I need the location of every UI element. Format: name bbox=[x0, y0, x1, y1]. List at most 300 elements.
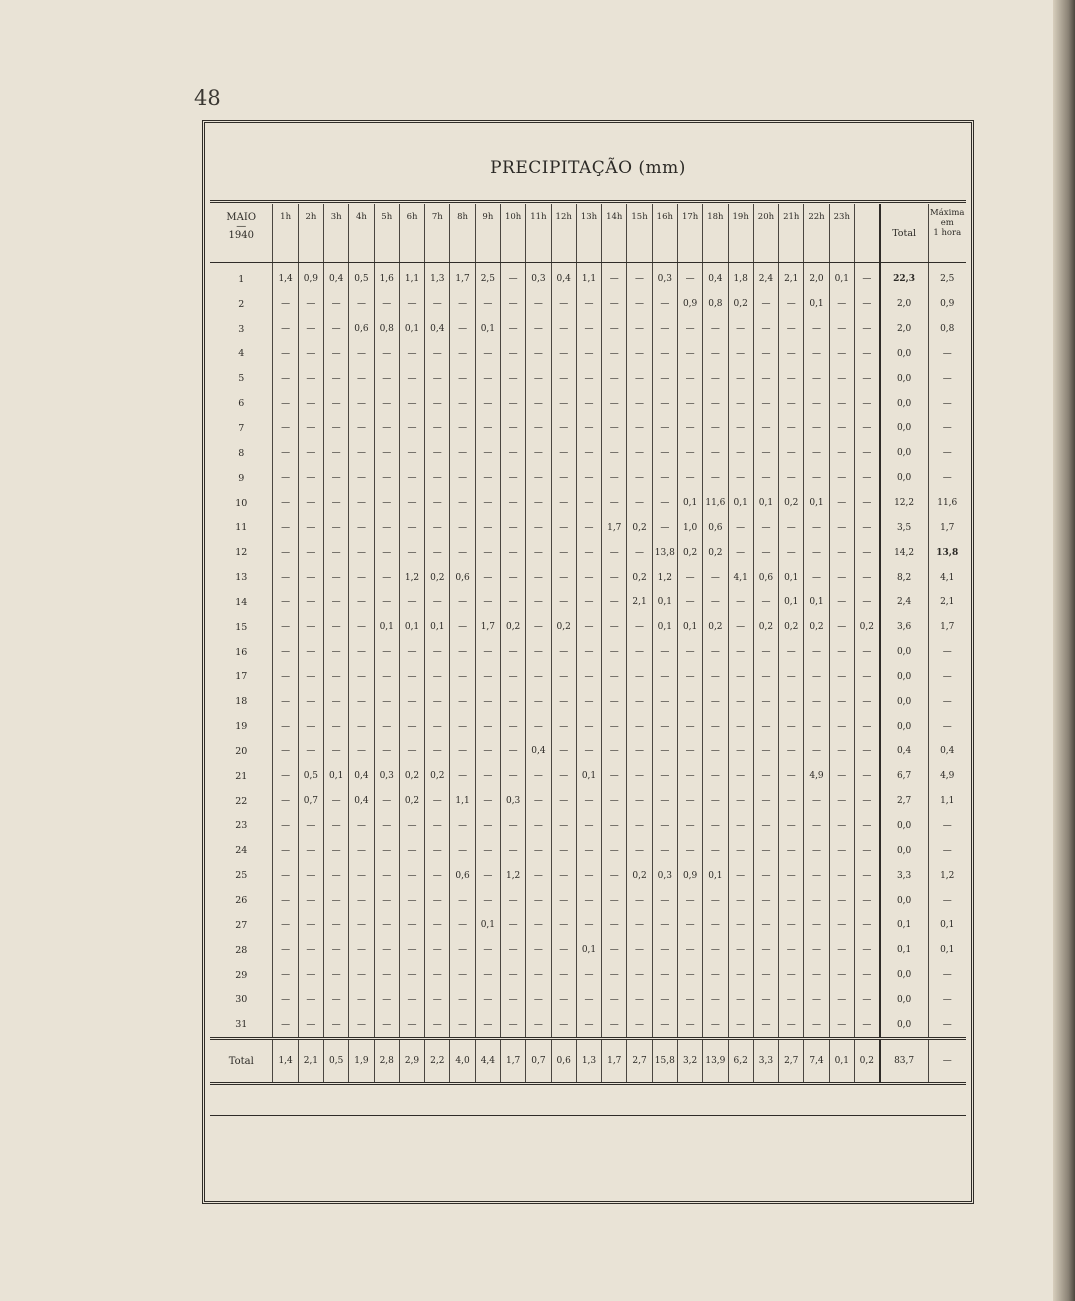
hour-value-cell: — bbox=[779, 665, 804, 690]
hour-value-cell: — bbox=[602, 317, 627, 342]
hour-value-cell: — bbox=[324, 515, 349, 540]
hour-value-cell: — bbox=[475, 665, 500, 690]
daily-max-cell: 0,1 bbox=[928, 913, 966, 938]
hour-total-cell: 2,7 bbox=[779, 1039, 804, 1084]
hour-value-cell: — bbox=[728, 838, 753, 863]
hour-value-cell: — bbox=[349, 938, 374, 963]
hour-value-cell: — bbox=[324, 987, 349, 1012]
hour-value-cell: — bbox=[425, 689, 450, 714]
hour-header: 21h bbox=[779, 204, 804, 263]
hour-value-cell: — bbox=[526, 789, 551, 814]
hour-value-cell: — bbox=[804, 540, 829, 565]
hour-value-cell: — bbox=[829, 963, 854, 988]
hour-value-cell: — bbox=[551, 342, 576, 367]
hour-value-cell: — bbox=[779, 466, 804, 491]
hour-value-cell: — bbox=[526, 913, 551, 938]
hour-value-cell: — bbox=[753, 292, 778, 317]
hour-value-cell: 0,2 bbox=[728, 292, 753, 317]
hour-value-cell: — bbox=[576, 863, 601, 888]
hour-value-cell: — bbox=[652, 689, 677, 714]
hour-value-cell: — bbox=[703, 789, 728, 814]
hour-value-cell: — bbox=[627, 789, 652, 814]
hour-value-cell: — bbox=[829, 366, 854, 391]
hour-value-cell: — bbox=[324, 963, 349, 988]
hour-value-cell: — bbox=[298, 838, 323, 863]
hour-value-cell: — bbox=[829, 391, 854, 416]
hour-value-cell: — bbox=[779, 416, 804, 441]
hour-value-cell: — bbox=[627, 366, 652, 391]
hour-value-cell: — bbox=[703, 366, 728, 391]
hour-value-cell: — bbox=[324, 491, 349, 516]
daily-total-cell: 3,6 bbox=[880, 615, 928, 640]
hour-value-cell: — bbox=[753, 739, 778, 764]
hour-value-cell: — bbox=[324, 540, 349, 565]
hour-value-cell: — bbox=[602, 789, 627, 814]
hour-value-cell: — bbox=[475, 689, 500, 714]
hour-value-cell: — bbox=[349, 441, 374, 466]
hour-value-cell: — bbox=[703, 342, 728, 367]
hour-value-cell: — bbox=[273, 838, 298, 863]
hour-value-cell: 0,1 bbox=[576, 764, 601, 789]
day-cell: 27 bbox=[235, 919, 248, 931]
hour-value-cell: — bbox=[526, 391, 551, 416]
hour-value-cell: — bbox=[576, 789, 601, 814]
hour-value-cell: — bbox=[526, 416, 551, 441]
hour-value-cell: — bbox=[576, 1012, 601, 1038]
hour-value-cell: — bbox=[728, 590, 753, 615]
daily-total-cell: 0,0 bbox=[880, 838, 928, 863]
hour-value-cell: — bbox=[602, 441, 627, 466]
hour-value-cell: — bbox=[501, 987, 526, 1012]
hour-value-cell: — bbox=[854, 441, 879, 466]
hour-value-cell: — bbox=[349, 863, 374, 888]
daily-max-cell: 0,4 bbox=[928, 739, 966, 764]
hour-value-cell: — bbox=[273, 689, 298, 714]
hour-value-cell: — bbox=[804, 565, 829, 590]
hour-value-cell: — bbox=[753, 640, 778, 665]
hour-value-cell: — bbox=[349, 888, 374, 913]
hour-value-cell: 1,7 bbox=[450, 263, 475, 292]
hour-value-cell: — bbox=[324, 1012, 349, 1038]
hour-value-cell: — bbox=[349, 640, 374, 665]
daily-max-cell: — bbox=[928, 416, 966, 441]
hour-value-cell: — bbox=[399, 441, 424, 466]
hour-value-cell: — bbox=[349, 466, 374, 491]
day-cell: 25 bbox=[235, 870, 248, 882]
hour-value-cell: — bbox=[804, 665, 829, 690]
hour-value-cell: — bbox=[425, 665, 450, 690]
table-row bbox=[210, 441, 966, 466]
hour-value-cell: — bbox=[829, 317, 854, 342]
hour-value-cell: — bbox=[475, 739, 500, 764]
hour-value-cell: — bbox=[551, 665, 576, 690]
hour-value-cell: 0,1 bbox=[753, 491, 778, 516]
hour-value-cell: 0,2 bbox=[703, 540, 728, 565]
hour-value-cell: — bbox=[526, 987, 551, 1012]
hour-value-cell: 0,1 bbox=[779, 565, 804, 590]
hour-value-cell: — bbox=[399, 987, 424, 1012]
hour-value-cell: — bbox=[829, 863, 854, 888]
hour-value-cell: — bbox=[425, 515, 450, 540]
hour-value-cell: — bbox=[602, 764, 627, 789]
hour-value-cell: — bbox=[450, 342, 475, 367]
hour-value-cell: — bbox=[551, 366, 576, 391]
day-cell: 16 bbox=[235, 646, 248, 658]
daily-total-cell: 14,2 bbox=[880, 540, 928, 565]
hour-value-cell: — bbox=[425, 416, 450, 441]
hour-value-cell: — bbox=[753, 665, 778, 690]
daily-max-cell: 1,7 bbox=[928, 515, 966, 540]
hour-value-cell: — bbox=[829, 838, 854, 863]
hour-value-cell: — bbox=[551, 838, 576, 863]
hour-value-cell: — bbox=[374, 416, 399, 441]
day-cell: 8 bbox=[238, 447, 245, 459]
hour-value-cell: — bbox=[450, 963, 475, 988]
hour-header: 13h bbox=[576, 204, 601, 263]
hour-value-cell: — bbox=[677, 565, 702, 590]
day-cell: 29 bbox=[235, 969, 248, 981]
hour-total-cell: 4,0 bbox=[450, 1039, 475, 1084]
hour-value-cell: — bbox=[349, 838, 374, 863]
hour-value-cell: — bbox=[324, 317, 349, 342]
hour-value-cell: — bbox=[576, 565, 601, 590]
hour-value-cell: — bbox=[829, 888, 854, 913]
max-hour-header bbox=[928, 204, 966, 263]
hour-value-cell: — bbox=[854, 491, 879, 516]
hour-value-cell: — bbox=[753, 515, 778, 540]
hour-value-cell: — bbox=[450, 938, 475, 963]
hour-value-cell: — bbox=[804, 913, 829, 938]
hour-value-cell: 0,1 bbox=[728, 491, 753, 516]
daily-total-cell: 2,0 bbox=[880, 292, 928, 317]
day-cell: 10 bbox=[235, 497, 248, 509]
hour-value-cell: — bbox=[349, 987, 374, 1012]
hour-value-cell: 0,3 bbox=[526, 263, 551, 292]
hour-value-cell: 0,9 bbox=[677, 863, 702, 888]
hour-value-cell: — bbox=[576, 590, 601, 615]
hour-value-cell: — bbox=[779, 391, 804, 416]
hour-value-cell: — bbox=[728, 640, 753, 665]
table-row bbox=[210, 938, 966, 963]
hour-value-cell: — bbox=[804, 317, 829, 342]
hour-value-cell: — bbox=[728, 515, 753, 540]
hour-value-cell: — bbox=[526, 714, 551, 739]
hour-header: 22h bbox=[804, 204, 829, 263]
hour-value-cell: — bbox=[576, 416, 601, 441]
hour-value-cell: 0,1 bbox=[677, 615, 702, 640]
table-row bbox=[210, 764, 966, 789]
hour-value-cell: — bbox=[324, 789, 349, 814]
hour-value-cell: 0,9 bbox=[677, 292, 702, 317]
table-row bbox=[210, 540, 966, 565]
hour-value-cell: — bbox=[753, 342, 778, 367]
hour-value-cell: — bbox=[501, 590, 526, 615]
hour-header: 1h bbox=[273, 204, 298, 263]
hour-value-cell: — bbox=[526, 764, 551, 789]
daily-max-cell: 1,2 bbox=[928, 863, 966, 888]
hour-header: 3h bbox=[324, 204, 349, 263]
hour-value-cell: — bbox=[854, 640, 879, 665]
daily-max-cell: 2,5 bbox=[928, 263, 966, 292]
hour-value-cell: — bbox=[551, 764, 576, 789]
hour-value-cell: — bbox=[753, 987, 778, 1012]
hour-value-cell: — bbox=[298, 1012, 323, 1038]
daily-max-cell: 0,9 bbox=[928, 292, 966, 317]
hour-value-cell: — bbox=[399, 814, 424, 839]
hour-value-cell: 0,4 bbox=[349, 764, 374, 789]
hour-value-cell: 1,1 bbox=[399, 263, 424, 292]
hour-value-cell: — bbox=[450, 540, 475, 565]
daily-total-cell: 0,0 bbox=[880, 665, 928, 690]
hour-value-cell: — bbox=[526, 366, 551, 391]
hour-value-cell: — bbox=[450, 665, 475, 690]
hour-value-cell: — bbox=[576, 888, 601, 913]
hour-value-cell: — bbox=[854, 342, 879, 367]
hour-value-cell: 0,2 bbox=[753, 615, 778, 640]
hour-value-cell: — bbox=[627, 317, 652, 342]
hour-value-cell: — bbox=[501, 739, 526, 764]
hour-value-cell: — bbox=[501, 515, 526, 540]
hour-value-cell: 0,4 bbox=[551, 263, 576, 292]
hour-value-cell: — bbox=[374, 1012, 399, 1038]
hour-value-cell: — bbox=[273, 863, 298, 888]
hour-value-cell: — bbox=[728, 987, 753, 1012]
hour-value-cell: — bbox=[298, 987, 323, 1012]
hour-value-cell: — bbox=[298, 615, 323, 640]
hour-value-cell: 0,8 bbox=[703, 292, 728, 317]
hour-value-cell: — bbox=[576, 665, 601, 690]
hour-value-cell: — bbox=[526, 838, 551, 863]
hour-value-cell: — bbox=[551, 565, 576, 590]
hour-value-cell: — bbox=[324, 640, 349, 665]
table-row bbox=[210, 640, 966, 665]
hour-value-cell: — bbox=[526, 1012, 551, 1038]
hour-value-cell: — bbox=[501, 292, 526, 317]
hour-value-cell: — bbox=[829, 714, 854, 739]
hour-value-cell: — bbox=[551, 789, 576, 814]
daily-max-cell: — bbox=[928, 640, 966, 665]
day-cell: 23 bbox=[235, 820, 248, 832]
hour-value-cell: — bbox=[324, 938, 349, 963]
hour-value-cell: — bbox=[576, 913, 601, 938]
hour-value-cell: — bbox=[703, 838, 728, 863]
hour-value-cell: — bbox=[576, 292, 601, 317]
hour-value-cell: — bbox=[349, 491, 374, 516]
hour-value-cell: — bbox=[450, 739, 475, 764]
hour-value-cell: — bbox=[829, 665, 854, 690]
hour-value-cell: — bbox=[399, 292, 424, 317]
hour-total-cell: 2,7 bbox=[627, 1039, 652, 1084]
hour-value-cell: — bbox=[753, 1012, 778, 1038]
hour-value-cell: — bbox=[829, 615, 854, 640]
hour-value-cell: 0,2 bbox=[627, 565, 652, 590]
hour-header: 17h bbox=[677, 204, 702, 263]
hour-value-cell: — bbox=[804, 739, 829, 764]
day-cell: 3 bbox=[238, 323, 245, 335]
hour-value-cell: — bbox=[399, 466, 424, 491]
hour-value-cell: — bbox=[399, 391, 424, 416]
hour-value-cell: — bbox=[602, 913, 627, 938]
hour-value-cell: — bbox=[273, 416, 298, 441]
day-cell: 12 bbox=[235, 547, 248, 559]
hour-value-cell: — bbox=[551, 515, 576, 540]
hour-value-cell: — bbox=[374, 640, 399, 665]
hour-value-cell: — bbox=[829, 913, 854, 938]
hour-value-cell: — bbox=[475, 391, 500, 416]
hour-value-cell: — bbox=[627, 391, 652, 416]
hour-value-cell: — bbox=[652, 640, 677, 665]
daily-total-cell: 0,0 bbox=[880, 689, 928, 714]
hour-value-cell: — bbox=[602, 590, 627, 615]
hour-value-cell: — bbox=[576, 714, 601, 739]
hour-value-cell: — bbox=[779, 863, 804, 888]
hour-value-cell: — bbox=[273, 963, 298, 988]
hour-value-cell: — bbox=[829, 739, 854, 764]
daily-total-cell: 0,0 bbox=[880, 714, 928, 739]
hour-value-cell: 2,1 bbox=[779, 263, 804, 292]
hour-value-cell: — bbox=[677, 263, 702, 292]
hour-value-cell: 0,3 bbox=[652, 863, 677, 888]
hour-value-cell: — bbox=[804, 342, 829, 367]
hour-value-cell: — bbox=[475, 366, 500, 391]
hour-value-cell: 1,7 bbox=[602, 515, 627, 540]
hour-value-cell: — bbox=[349, 1012, 374, 1038]
hour-value-cell: — bbox=[551, 416, 576, 441]
hour-value-cell: — bbox=[854, 391, 879, 416]
hour-value-cell: 0,6 bbox=[450, 565, 475, 590]
hour-value-cell: — bbox=[829, 292, 854, 317]
hour-value-cell: — bbox=[627, 466, 652, 491]
hour-value-cell: — bbox=[475, 789, 500, 814]
hour-value-cell: — bbox=[425, 342, 450, 367]
hour-value-cell: — bbox=[551, 491, 576, 516]
hour-value-cell: — bbox=[652, 416, 677, 441]
hour-value-cell: — bbox=[627, 441, 652, 466]
hour-value-cell: — bbox=[475, 416, 500, 441]
hour-value-cell: 1,6 bbox=[374, 263, 399, 292]
hour-value-cell: 0,7 bbox=[298, 789, 323, 814]
hour-value-cell: — bbox=[728, 1012, 753, 1038]
hour-value-cell: — bbox=[602, 1012, 627, 1038]
day-cell: 26 bbox=[235, 895, 248, 907]
book-binding-edge bbox=[1053, 0, 1075, 1301]
daily-max-cell: — bbox=[928, 838, 966, 863]
hour-value-cell: — bbox=[425, 739, 450, 764]
hour-value-cell: 0,1 bbox=[324, 764, 349, 789]
hour-value-cell: 1,7 bbox=[475, 615, 500, 640]
hour-value-cell: — bbox=[753, 888, 778, 913]
hour-header: 6h bbox=[399, 204, 424, 263]
hour-value-cell: — bbox=[501, 491, 526, 516]
hour-value-cell: — bbox=[399, 491, 424, 516]
hour-value-cell: — bbox=[374, 814, 399, 839]
hour-value-cell: — bbox=[374, 590, 399, 615]
hour-value-cell: — bbox=[753, 689, 778, 714]
hour-value-cell: — bbox=[450, 615, 475, 640]
hour-value-cell: — bbox=[652, 317, 677, 342]
hour-value-cell: — bbox=[475, 515, 500, 540]
hour-value-cell: — bbox=[349, 665, 374, 690]
hour-value-cell: 0,2 bbox=[677, 540, 702, 565]
hour-value-cell: — bbox=[324, 689, 349, 714]
hour-value-cell: — bbox=[854, 515, 879, 540]
hour-value-cell: — bbox=[298, 863, 323, 888]
hour-value-cell: — bbox=[753, 466, 778, 491]
hour-value-cell: 0,6 bbox=[349, 317, 374, 342]
daily-max-cell: — bbox=[928, 466, 966, 491]
hour-value-cell: — bbox=[779, 987, 804, 1012]
hour-value-cell: — bbox=[652, 838, 677, 863]
hour-value-cell: — bbox=[273, 317, 298, 342]
hour-header: 15h bbox=[627, 204, 652, 263]
hour-value-cell: — bbox=[829, 416, 854, 441]
hour-value-cell: 0,5 bbox=[298, 764, 323, 789]
hour-value-cell: — bbox=[273, 342, 298, 367]
hour-value-cell: — bbox=[753, 366, 778, 391]
hour-header bbox=[854, 204, 879, 263]
hour-value-cell: — bbox=[854, 590, 879, 615]
hour-value-cell: — bbox=[576, 515, 601, 540]
hour-value-cell: — bbox=[602, 366, 627, 391]
hour-value-cell: — bbox=[677, 963, 702, 988]
hour-value-cell: — bbox=[602, 714, 627, 739]
hour-value-cell: — bbox=[627, 640, 652, 665]
table-row bbox=[210, 714, 966, 739]
hour-value-cell: — bbox=[501, 441, 526, 466]
hour-value-cell: — bbox=[779, 317, 804, 342]
hour-value-cell: — bbox=[324, 913, 349, 938]
hour-value-cell: — bbox=[425, 466, 450, 491]
hour-value-cell: — bbox=[501, 714, 526, 739]
blank-footer-area bbox=[210, 1115, 966, 1196]
hour-value-cell: — bbox=[349, 515, 374, 540]
hour-value-cell: — bbox=[728, 366, 753, 391]
hour-total-cell: 15,8 bbox=[652, 1039, 677, 1084]
hour-value-cell: — bbox=[298, 689, 323, 714]
hour-value-cell: — bbox=[703, 416, 728, 441]
hour-value-cell: — bbox=[677, 938, 702, 963]
hour-value-cell: — bbox=[804, 888, 829, 913]
daily-total-cell: 2,4 bbox=[880, 590, 928, 615]
table-row bbox=[210, 814, 966, 839]
hour-header: 14h bbox=[602, 204, 627, 263]
day-cell: 5 bbox=[238, 373, 245, 385]
hour-value-cell: — bbox=[324, 590, 349, 615]
hour-value-cell: — bbox=[425, 938, 450, 963]
hour-value-cell: — bbox=[652, 665, 677, 690]
hour-value-cell: 0,1 bbox=[804, 491, 829, 516]
hour-value-cell: — bbox=[627, 1012, 652, 1038]
hour-value-cell: 0,2 bbox=[399, 764, 424, 789]
hour-value-cell: — bbox=[779, 963, 804, 988]
table-row bbox=[210, 615, 966, 640]
hour-value-cell: — bbox=[450, 491, 475, 516]
hour-value-cell: — bbox=[399, 342, 424, 367]
hour-value-cell: — bbox=[374, 739, 399, 764]
hour-value-cell: — bbox=[374, 963, 399, 988]
hour-value-cell: 1,3 bbox=[425, 263, 450, 292]
table-row bbox=[210, 565, 966, 590]
hour-value-cell: — bbox=[374, 515, 399, 540]
day-cell: 20 bbox=[235, 745, 248, 757]
hour-value-cell: — bbox=[804, 391, 829, 416]
hour-value-cell: — bbox=[374, 491, 399, 516]
hour-value-cell: — bbox=[804, 863, 829, 888]
hour-value-cell: — bbox=[779, 540, 804, 565]
hour-value-cell: — bbox=[652, 391, 677, 416]
hour-value-cell: — bbox=[854, 540, 879, 565]
hour-value-cell: — bbox=[475, 491, 500, 516]
